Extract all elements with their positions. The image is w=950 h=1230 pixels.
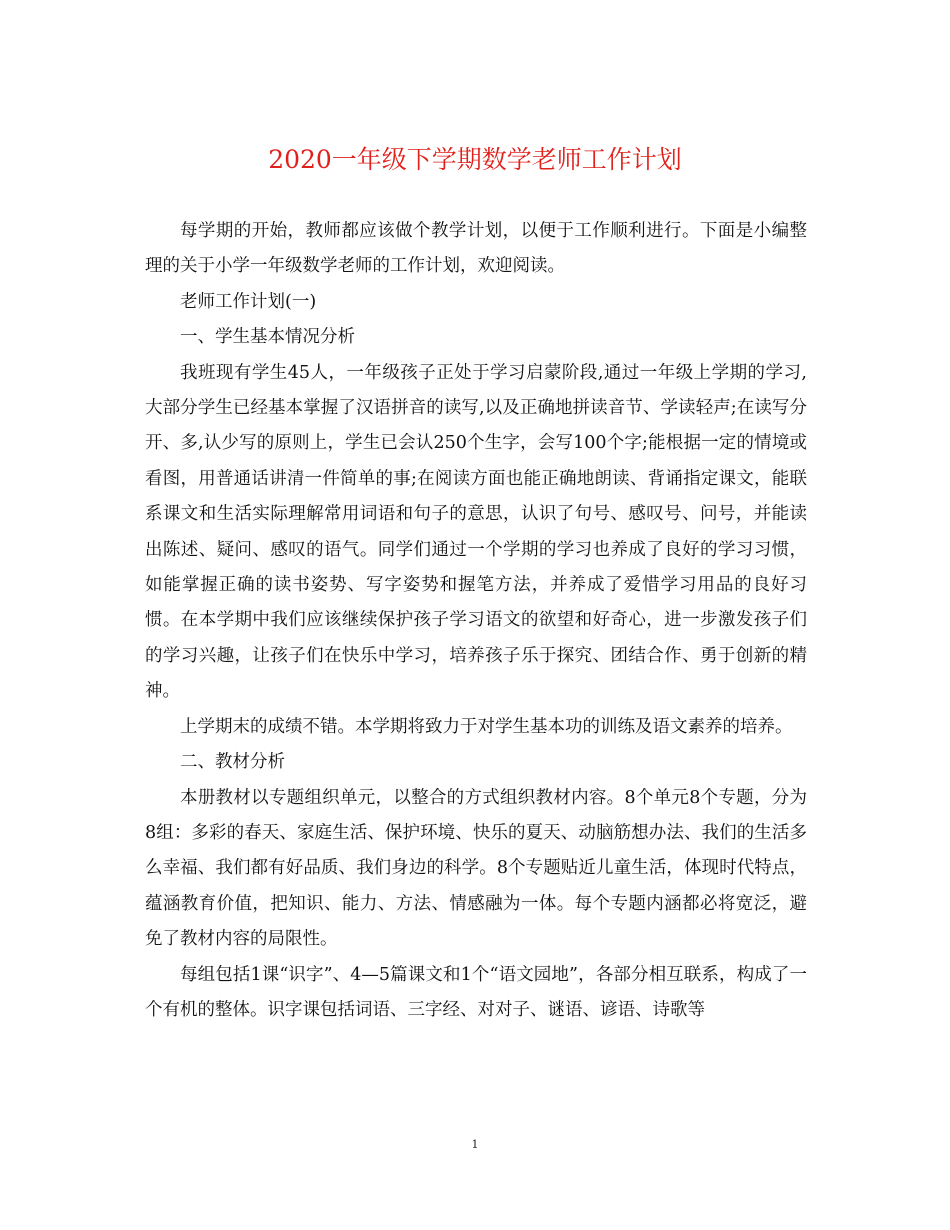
paragraph-students-analysis: 我班现有学生45人，一年级孩子正处于学习启蒙阶段,通过一年级上学期的学习,大部分学生已经基本掌握了汉语拼音的读写,以及正确地拼读音节、学读轻声;在读写分开、多,认少写的原则上，学生已会认250个生字，会写100个字;能根据一定的情境或看图，用普通话讲清一件简单的事;在阅读方面也能正确地朗读、背诵指定课文，能联系课文和生活实际理解常用词语和句子的意思，认识了句号、感叹号、问号，并能读出陈述、疑问、感叹的语气。同学们通过一个学期的学习也养成了良好的学习习惯，如能掌握正确的读书姿势、写字姿势和握笔方法，并养成了爱惜学习用品的良好习惯。在本学期中我们应该继续保护孩子学习语文的欲望和好奇心，进一步激发孩子们的学习兴趣，让孩子们在快乐中学习，培养孩子乐于探究、团结合作、勇于创新的精神。 [145, 362, 807, 702]
paragraph-last-term: 上学期末的成绩不错。本学期将致力于对学生基本功的训练及语文素养的培养。 [180, 716, 793, 737]
paragraph-group-structure: 每组包括1课“识字”、4—5篇课文和1个“语文园地”，各部分相互联系，构成了一个有机的整体。识字课包括词语、三字经、对对子、谜语、谚语、诗歌等 [145, 964, 807, 1020]
section-heading-textbook: 二、教材分析 [180, 752, 285, 773]
document-body [145, 214, 807, 1028]
page-number: 1 [471, 1138, 479, 1151]
paragraph-intro: 每学期的开始，教师都应该做个教学计划，以便于工作顺利进行。下面是小编整理的关于小学一年级数学老师的工作计划，欢迎阅读。 [145, 221, 807, 277]
paragraph-textbook-analysis: 本册教材以专题组织单元，以整合的方式组织教材内容。8个单元8个专题，分为8组：多彩的春天、家庭生活、保护环境、快乐的夏天、动脑筋想办法、我们的生活多么幸福、我们都有好品质、我们身边的科学。8个专题贴近儿童生活，体现时代特点，蕴涵教育价值，把知识、能力、方法、情感融为一体。每个专题内涵都必将宽泛，避免了教材内容的局限性。 [145, 787, 807, 950]
section-heading-students: 一、学生基本情况分析 [180, 327, 355, 348]
paragraph-plan-heading: 老师工作计划(一) [180, 291, 317, 312]
document-title: 2020一年级下学期数学老师工作计划 [268, 145, 682, 174]
